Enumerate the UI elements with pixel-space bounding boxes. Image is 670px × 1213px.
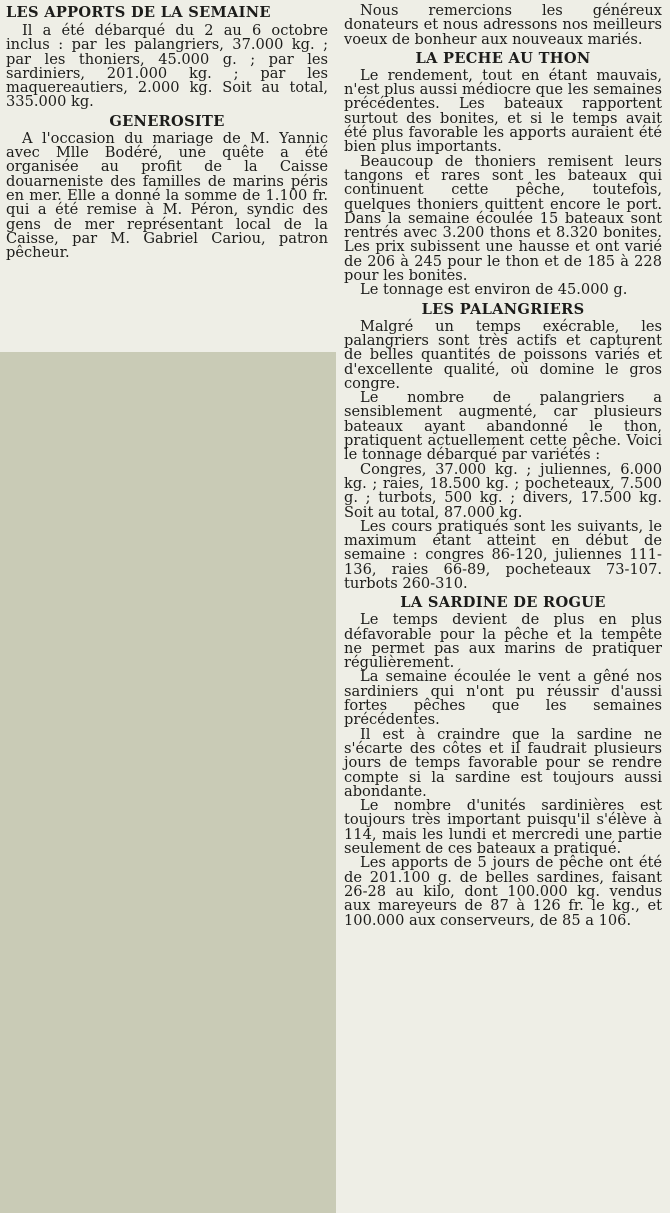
- paragraph-palangriers-nombre: Le nombre de palangriers a sensiblement augmenté, car plusieurs bateaux ayant abandonné le thon, pratiquent actuellement cette pêche. Voici le tonnage débarqué par variétés :: [344, 389, 662, 464]
- paragraph-remerciements: Nous remercions les généreux donateurs et nous adressons nos meilleurs voeux de bonheur aux nouveaux mariés.: [344, 2, 662, 48]
- paragraph-thon-bateaux: Beaucoup de thoniers remisent leurs tangons et rares sont les bateaux qui continuent cette pêche, toutefois, quelques thoniers quittent encore le port. Dans la semaine écoulée 15 bateaux sont rentrés avec 3.200 thons et 8.320 bonites. Les prix subissent une hausse et ont varié de 206 à 245 pour le thon et de 185 à 228 pour les bonites.: [344, 152, 662, 285]
- left-column-clipping: [0, 0, 336, 352]
- paragraph-thon-tonnage: Le tonnage est environ de 45.000 g.: [360, 281, 628, 299]
- paragraph-sardine-apports: Les apports de 5 jours de pêche ont été de 201.100 g. de belles sardines, faisant 26-28 au kilo, dont 100.000 kg. vendus aux mareyeurs de 87 à 126 fr. le kg., et 100.000 aux conserveurs, de 85 a 106.: [344, 854, 662, 929]
- right-column-clipping: [336, 0, 670, 1213]
- headline-palangriers: LES PALANGRIERS: [421, 300, 585, 318]
- paragraph-palangriers-actifs: Malgré un temps exécrable, les palangriers sont très actifs et capturent de belles quantités de poissons variés et d'excellente qualité, où domine le gros congre.: [344, 317, 662, 392]
- paragraph-sardine-craindre: Il est à craindre que la sardine ne s'écarte des côtes et il faudrait plusieurs jours de temps favorable pour se rendre compte si la sardine est toujours aussi abondante.: [344, 725, 662, 800]
- headline-peche-thon: LA PECHE AU THON: [415, 49, 591, 67]
- paragraph-apports: Il a été débarqué du 2 au 6 octobre inclus : par les palangriers, 37.000 kg. ; par les thoniers, 45.000 g. ; par les sardiniers, 201.000 kg. ; par les maquereautiers, 2.000 kg. Soit au total, 335.000 kg.: [6, 22, 328, 111]
- paragraph-sardine-vent: La semaine écoulée le vent a gêné nos sardiniers qui n'ont pu réussir d'aussi fortes pêches que les semaines précédentes.: [344, 668, 662, 729]
- paragraph-palangriers-cours: Les cours pratiqués sont les suivants, le maximum étant atteint en début de semaine : congres 86-120, juliennes 111-136, raies 66-89, pocheteaux 73-107. turbots 260-310.: [344, 517, 662, 592]
- paragraph-sardine-unites: Le nombre d'unités sardinières est toujours très important puisqu'il s'élève à 114, mais les lundi et mercredi une partie seulement de ces bateaux a pratiqué.: [344, 797, 662, 858]
- headline-generosite: GENEROSITE: [109, 112, 225, 130]
- paragraph-generosite: A l'occasion du mariage de M. Yannic avec Mlle Bodéré, une quête a été organisée au profit de la Caisse douarneniste des familles de marins péris en mer. Elle a donné la somme de 1.100 fr. qui a été remise à M. Péron, syndic des gens de mer représentant local de la Caisse, par M. Gabriel Cariou, patron pêcheur.: [6, 129, 328, 262]
- headline-sardine-rogue: LA SARDINE DE ROGUE: [400, 594, 606, 612]
- headline-apports: LES APPORTS DE LA SEMAINE: [6, 4, 271, 21]
- paragraph-palangriers-varietes: Congres, 37.000 kg. ; juliennes, 6.000 kg. ; raies, 18.500 kg. ; pocheteaux, 7.500 g. ; turbots, 500 kg. ; divers, 17.500 kg. Soit au total, 87.000 kg.: [344, 460, 662, 521]
- paragraph-thon-rendement: Le rendement, tout en étant mauvais, n'est plus aussi médiocre que les semaines précédentes. Les bateaux rapportent surtout des bonites, et si le temps avait été plus favorable les apports auraient été bien plus importants.: [344, 66, 662, 156]
- paragraph-sardine-temps: Le temps devient de plus en plus défavorable pour la pêche et la tempête ne permet pas aux marins de pratiquer régulièrement.: [344, 611, 662, 672]
